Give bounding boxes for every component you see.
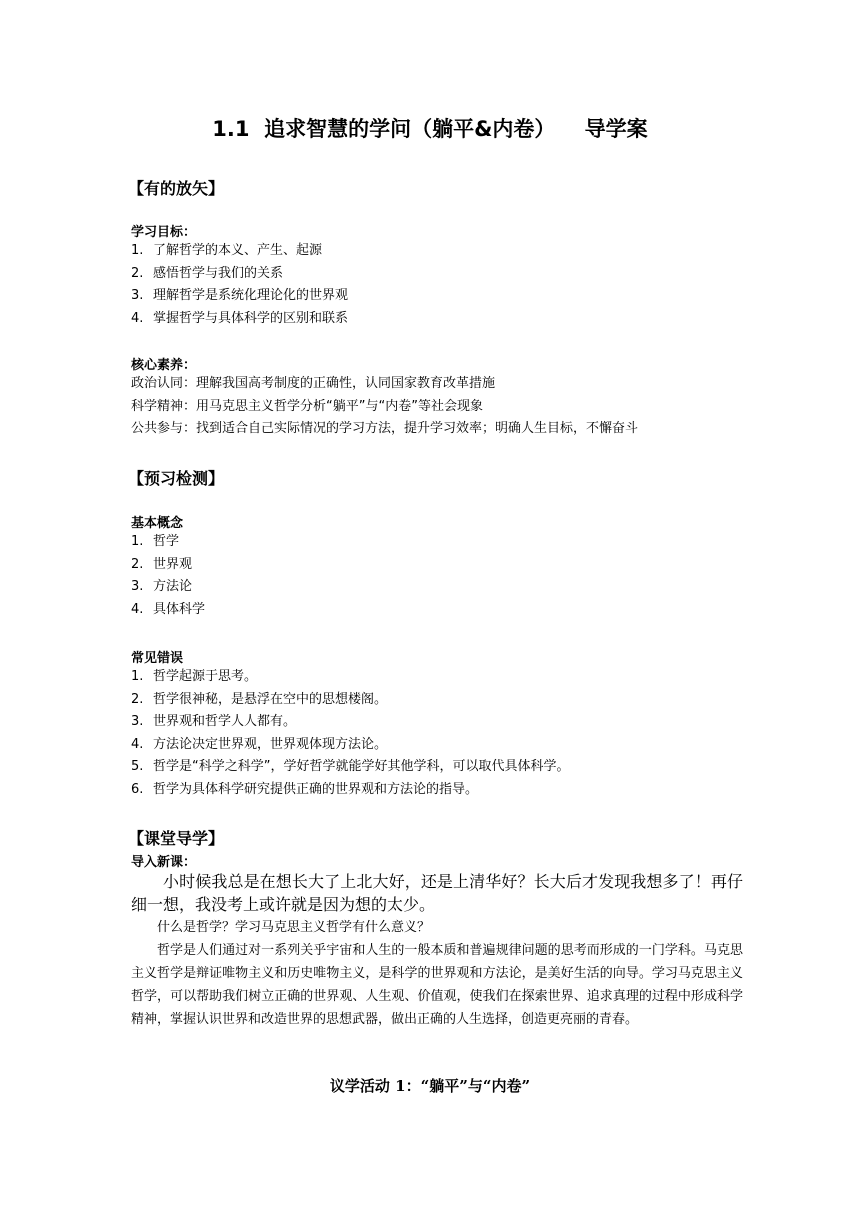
list-item: 1. 了解哲学的本义、产生、起源 bbox=[131, 243, 323, 258]
section-heading-classroom: 【课堂导学】 bbox=[128, 829, 225, 848]
intro-paragraph-3: 哲学是人们通过对一系列关乎宇宙和人生的一般本质和普遍规律问题的思考而形成的一门学科。马克思主义哲学是辩证唯物主义和历史唯物主义，是科学的世界观和方法论，是美好生活的向导。学习马克思主义哲学，可以帮助我们树立正确的世界观、人生观、价值观，使我们在探索世界、追求真理的过程中形成科学精神，掌握认识世界和改造世界的思想武器，做出正确的人生选择，创造更亮丽的青春。 bbox=[131, 943, 743, 1027]
intro-heading: 导入新课： bbox=[131, 855, 197, 870]
intro-paragraph-1: 小时候我总是在想长大了上北大好，还是上清华好？长大后才发现我想多了！再仔细一想，我没考上或许就是因为想的太少。 bbox=[131, 872, 743, 914]
list-item: 3. 理解哲学是系统化理论化的世界观 bbox=[131, 288, 349, 304]
goals-list bbox=[131, 240, 348, 330]
concepts-heading: 基本概念 bbox=[131, 516, 184, 531]
goals-heading: 学习目标： bbox=[131, 225, 197, 240]
list-item: 4. 具体科学 bbox=[131, 601, 206, 617]
list-item: 1. 哲学 bbox=[131, 534, 180, 549]
list-item: 6. 哲学为具体科学研究提供正确的世界观和方法论的指导。 bbox=[131, 781, 479, 797]
concepts-list bbox=[131, 531, 205, 621]
errors-heading: 常见错误 bbox=[131, 651, 184, 666]
section-heading-preview: 【预习检测】 bbox=[128, 469, 225, 488]
list-item: 1. 哲学起源于思考。 bbox=[131, 669, 258, 684]
literacy-line: 政治认同：理解我国高考制度的正确性，认同国家教育改革措施 bbox=[131, 376, 496, 391]
literacy-lines bbox=[131, 373, 638, 441]
list-item: 5. 哲学是“科学之科学”，学好哲学就能学好其他学科，可以取代具体科学。 bbox=[131, 759, 570, 775]
list-item: 2. 世界观 bbox=[131, 556, 193, 572]
list-item: 2. 哲学很神秘，是悬浮在空中的思想楼阁。 bbox=[131, 691, 388, 707]
intro-paragraph-2: 什么是哲学？学习马克思主义哲学有什么意义？ bbox=[157, 920, 431, 935]
list-item: 3. 世界观和哲学人人都有。 bbox=[131, 714, 297, 730]
literacy-line: 科学精神：用马克思主义哲学分析“躺平”与“内卷”等社会现象 bbox=[131, 398, 483, 414]
list-item: 4. 掌握哲学与具体科学的区别和联系 bbox=[131, 310, 349, 326]
list-item: 2. 感悟哲学与我们的关系 bbox=[131, 265, 284, 281]
section-heading-goals: 【有的放矢】 bbox=[128, 179, 225, 198]
literacy-heading: 核心素养： bbox=[131, 358, 197, 373]
literacy-line: 公共参与：找到适合自己实际情况的学习方法，提升学习效率；明确人生目标，不懈奋斗 bbox=[131, 421, 639, 437]
activity-heading: 议学活动 1：“躺平”与“内卷” bbox=[329, 1077, 531, 1095]
errors-list bbox=[131, 666, 569, 802]
list-item: 3. 方法论 bbox=[131, 579, 193, 595]
list-item: 4. 方法论决定世界观，世界观体现方法论。 bbox=[131, 736, 388, 752]
page-title: 1.1 追求智慧的学问（躺平&内卷） 导学案 bbox=[212, 117, 648, 141]
